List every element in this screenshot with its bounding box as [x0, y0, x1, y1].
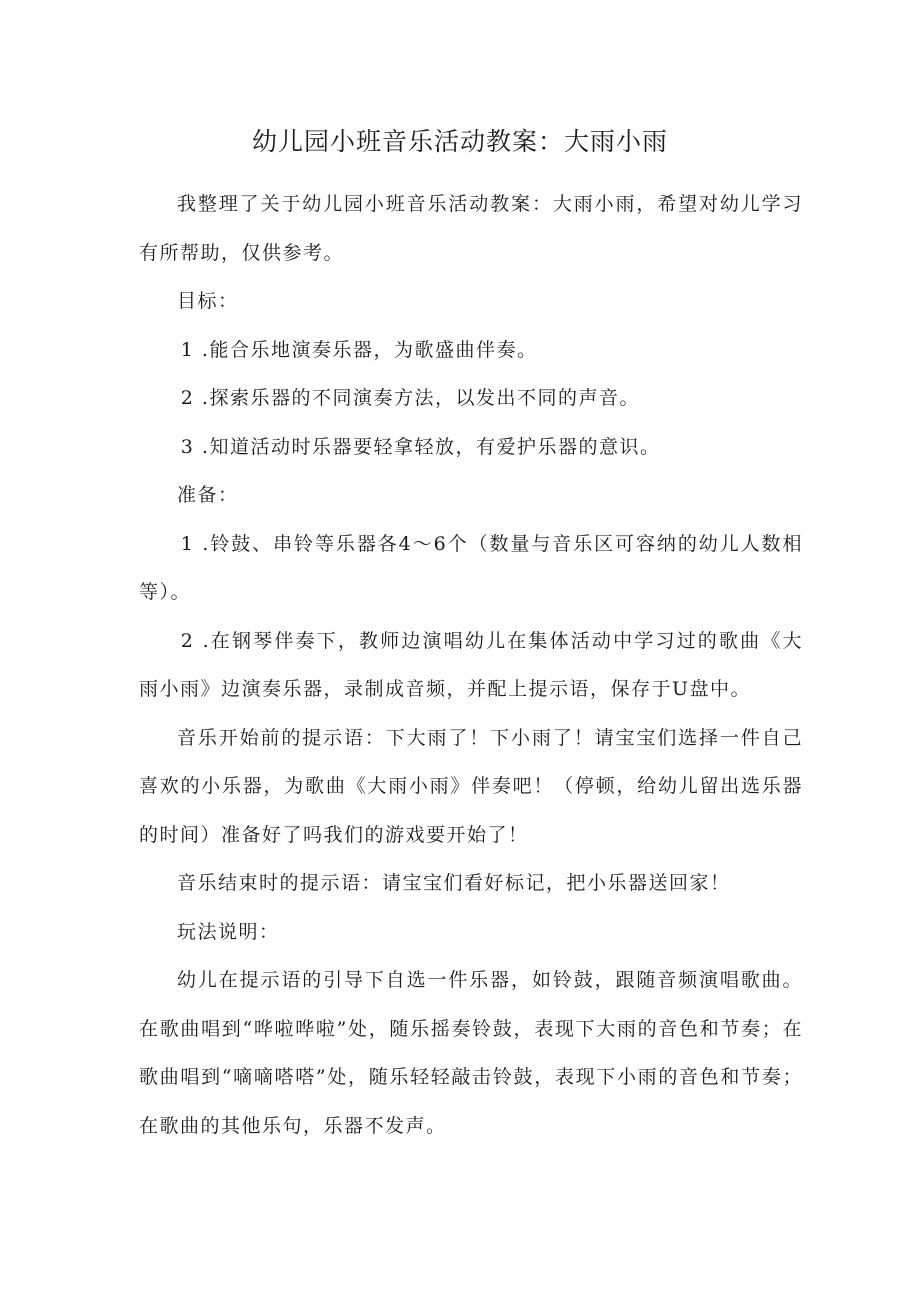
intro-paragraph: 我整理了关于幼儿园小班音乐活动教案：大雨小雨，希望对幼儿学习有所帮助，仅供参考。: [139, 193, 803, 264]
section-heading-rules: 玩法说明：: [177, 920, 280, 943]
start-prompt-paragraph: 音乐开始前的提示语：下大雨了！下小雨了！请宝宝们选择一件自己喜欢的小乐器，为歌曲《大雨小雨》伴奏吧！（停顿，给幼儿留出选乐器的时间）准备好了吗我们的游戏要开始了！: [139, 726, 803, 846]
end-prompt-paragraph: 音乐结束时的提示语：请宝宝们看好标记，把小乐器送回家！: [177, 872, 731, 894]
rules-paragraph: 幼儿在提示语的引导下自选一件乐器，如铃鼓，跟随音频演唱歌曲。在歌曲唱到“哗啦哗啦”处，随乐摇奏铃鼓，表现下大雨的音色和节奏；在歌曲唱到“嘀嘀嗒嗒”处，随乐轻轻敲击铃鼓，表现下小雨的音色和节奏；在歌曲的其他乐句，乐器不发声。: [139, 969, 803, 1137]
section-heading-preparation: 准备：: [177, 484, 239, 506]
preparation-item-1: 1 .铃鼓、串铃等乐器各4～6个（数量与音乐区可容纳的幼儿人数相等）。: [139, 532, 803, 603]
goal-item-2: 2 .探索乐器的不同演奏方法，以发出不同的声音。: [180, 387, 640, 409]
section-heading-goals: 目标：: [177, 290, 239, 312]
preparation-item-2: 2 .在钢琴伴奏下，教师边演唱幼儿在集体活动中学习过的歌曲《大雨小雨》边演奏乐器，录制成音频，并配上提示语，保存于U盘中。: [139, 629, 803, 700]
document-body: [139, 180, 803, 1150]
document-title: 幼儿园小班音乐活动教案：大雨小雨: [251, 127, 668, 156]
goal-item-1: 1 .能合乐地演奏乐器，为歌盛曲伴奏。: [180, 338, 538, 361]
goal-item-3: 3 .知道活动时乐器要轻拿轻放，有爱护乐器的意识。: [180, 435, 661, 458]
